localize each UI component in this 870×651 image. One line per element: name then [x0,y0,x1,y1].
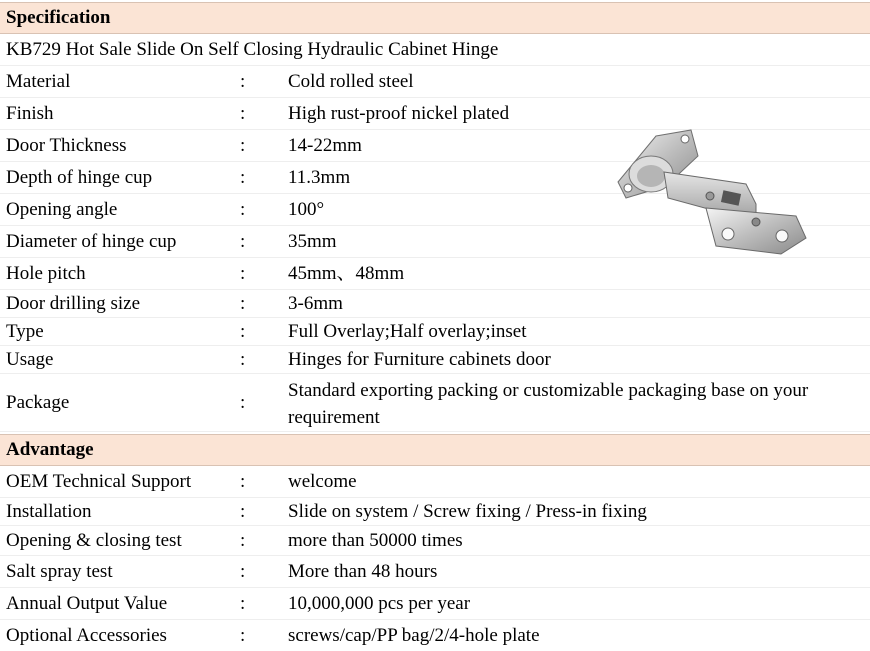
separator: : [240,135,246,156]
advantage-value: screws/cap/PP bag/2/4-hole plate [288,625,540,646]
spec-value: 11.3mm [288,167,351,188]
spec-value: High rust-proof nickel plated [288,103,510,124]
spec-label: Usage [6,349,54,370]
spec-value: Hinges for Furniture cabinets door [288,349,551,370]
advantage-row [0,556,870,588]
separator: : [240,263,246,284]
advantage-value: 10,000,000 pcs per year [288,593,471,614]
advantage-label: Opening & closing test [6,530,182,551]
separator: : [240,392,246,413]
separator: : [240,625,246,646]
separator: : [240,501,246,522]
product-title: KB729 Hot Sale Slide On Self Closing Hydraulic Cabinet Hinge [6,39,499,60]
separator: : [240,471,246,492]
separator: : [240,167,246,188]
separator: : [240,71,246,92]
spec-label: Diameter of hinge cup [6,231,177,252]
spec-label: Finish [6,103,54,124]
spec-label: Opening angle [6,199,118,220]
advantage-label: Installation [6,501,92,522]
spec-label: Type [6,321,44,342]
spec-value: 14-22mm [288,135,362,156]
spec-label: Door drilling size [6,293,141,314]
spec-value: 3-6mm [288,293,343,314]
advantage-label: OEM Technical Support [6,471,192,492]
spec-label: Material [6,71,71,92]
separator: : [240,293,246,314]
advantage-value: More than 48 hours [288,561,438,582]
advantage-row [0,526,870,556]
spec-row [0,374,870,432]
spec-row [0,318,870,346]
separator: : [240,349,246,370]
advantage-value: Slide on system / Screw fixing / Press-in fixing [288,501,647,522]
product-title-row [0,34,870,66]
spec-value: 35mm [288,231,337,252]
advantage-value: welcome [288,471,357,492]
spec-value: 100° [288,199,325,220]
advantage-value: more than 50000 times [288,530,463,551]
advantage-label: Annual Output Value [6,593,168,614]
spec-value: 45mm、48mm [288,263,405,284]
separator: : [240,530,246,551]
spec-label: Door Thickness [6,135,127,156]
advantage-heading: Advantage [0,434,870,466]
separator: : [240,593,246,614]
spec-label: Depth of hinge cup [6,167,153,188]
separator: : [240,321,246,342]
specification-heading: Specification [0,2,870,34]
spec-value: Standard exporting packing or customizable packaging base on your requirement [288,380,809,428]
spec-row [0,346,870,374]
spec-label: Hole pitch [6,263,86,284]
spec-value: Cold rolled steel [288,71,414,92]
spec-label: Package [6,392,70,413]
separator: : [240,231,246,252]
advantage-label: Salt spray test [6,561,113,582]
spec-row [0,66,870,98]
advantage-row [0,466,870,498]
advantage-row [0,498,870,526]
spec-row [0,290,870,318]
advantage-label: Optional Accessories [6,625,167,646]
separator: : [240,561,246,582]
spec-value: Full Overlay;Half overlay;inset [288,321,527,342]
cabinet-hinge-icon [606,126,816,266]
separator: : [240,103,246,124]
advantage-row [0,620,870,651]
advantage-row [0,588,870,620]
separator: : [240,199,246,220]
